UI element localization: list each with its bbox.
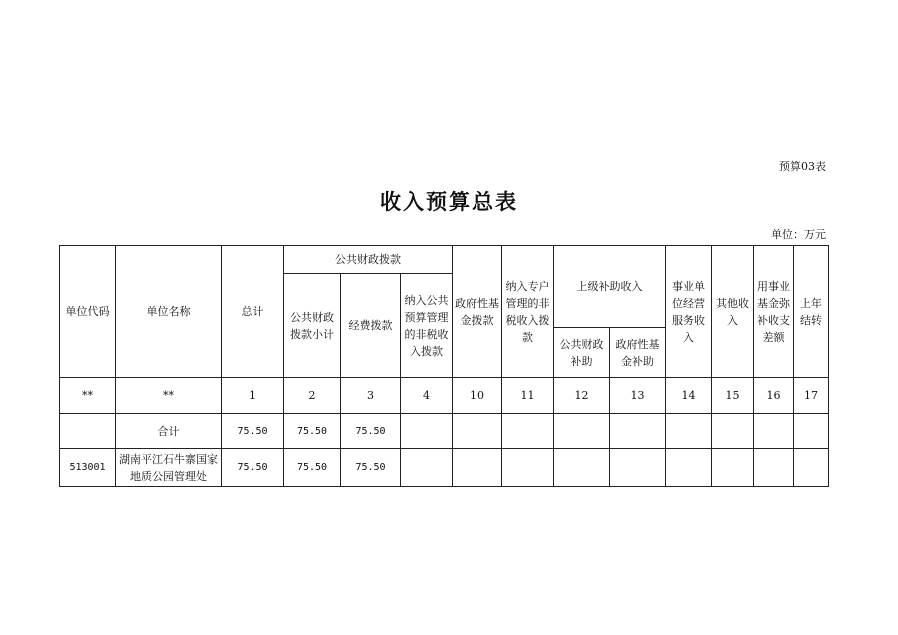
empty-cell [610, 449, 666, 487]
pf-funds-cell: 75.50 [341, 449, 401, 487]
empty-cell [554, 449, 610, 487]
unit-name-cell: 湖南平江石牛寨国家地质公园管理处 [116, 449, 222, 487]
document-code: 预算03表 [779, 160, 826, 173]
total-total-cell: 75.50 [222, 414, 284, 449]
total-pf-funds-cell: 75.50 [341, 414, 401, 449]
empty-cell [453, 449, 502, 487]
index-cell: 15 [712, 378, 754, 414]
header-fund-offset: 用事业基金弥补收支差额 [754, 246, 794, 378]
index-cell: 2 [284, 378, 341, 414]
header-other-income: 其他收入 [712, 246, 754, 378]
unit-label: 单位：万元 [771, 228, 826, 241]
empty-cell [666, 414, 712, 449]
index-cell: 13 [610, 378, 666, 414]
empty-cell [401, 449, 453, 487]
header-superior-subsidy: 上级补助收入 [554, 246, 666, 328]
table-row [60, 449, 829, 487]
total-row [60, 414, 829, 449]
index-cell: 4 [401, 378, 453, 414]
pf-subtotal-cell: 75.50 [284, 449, 341, 487]
total-label: 合计 [116, 414, 222, 449]
header-total: 总计 [222, 246, 284, 378]
empty-cell [712, 414, 754, 449]
header-carryover: 上年结转 [794, 246, 829, 378]
index-cell: 10 [453, 378, 502, 414]
page-title: 收入预算总表 [380, 190, 518, 214]
empty-cell [502, 414, 554, 449]
index-cell: 16 [754, 378, 794, 414]
index-cell: 11 [502, 378, 554, 414]
total-code-cell [60, 414, 116, 449]
empty-cell [554, 414, 610, 449]
index-cell: ** [60, 378, 116, 414]
header-pf-funds: 经费拨款 [341, 274, 401, 378]
header-special-nontax: 纳入专户管理的非税收入拨款 [502, 246, 554, 378]
empty-cell [754, 449, 794, 487]
index-cell: 17 [794, 378, 829, 414]
total-pf-subtotal-cell: 75.50 [284, 414, 341, 449]
header-unit-name: 单位名称 [116, 246, 222, 378]
unit-code-cell: 513001 [60, 449, 116, 487]
header-sup-public: 公共财政补助 [554, 328, 610, 378]
empty-cell [666, 449, 712, 487]
header-sup-gov-fund: 政府性基金补助 [610, 328, 666, 378]
header-pf-nontax: 纳入公共预算管理的非税收入拨款 [401, 274, 453, 378]
index-row [60, 378, 829, 414]
empty-cell [754, 414, 794, 449]
empty-cell [453, 414, 502, 449]
header-public-finance: 公共财政拨款 [284, 246, 453, 274]
income-budget-table [59, 245, 829, 487]
header-unit-code: 单位代码 [60, 246, 116, 378]
header-gov-fund: 政府性基金拨款 [453, 246, 502, 378]
total-cell: 75.50 [222, 449, 284, 487]
empty-cell [794, 414, 829, 449]
header-business-income: 事业单位经营服务收入 [666, 246, 712, 378]
index-cell: 14 [666, 378, 712, 414]
empty-cell [610, 414, 666, 449]
empty-cell [502, 449, 554, 487]
index-cell: 3 [341, 378, 401, 414]
empty-cell [794, 449, 829, 487]
index-cell: 1 [222, 378, 284, 414]
empty-cell [712, 449, 754, 487]
header-pf-subtotal: 公共财政拨款小计 [284, 274, 341, 378]
index-cell: ** [116, 378, 222, 414]
index-cell: 12 [554, 378, 610, 414]
empty-cell [401, 414, 453, 449]
